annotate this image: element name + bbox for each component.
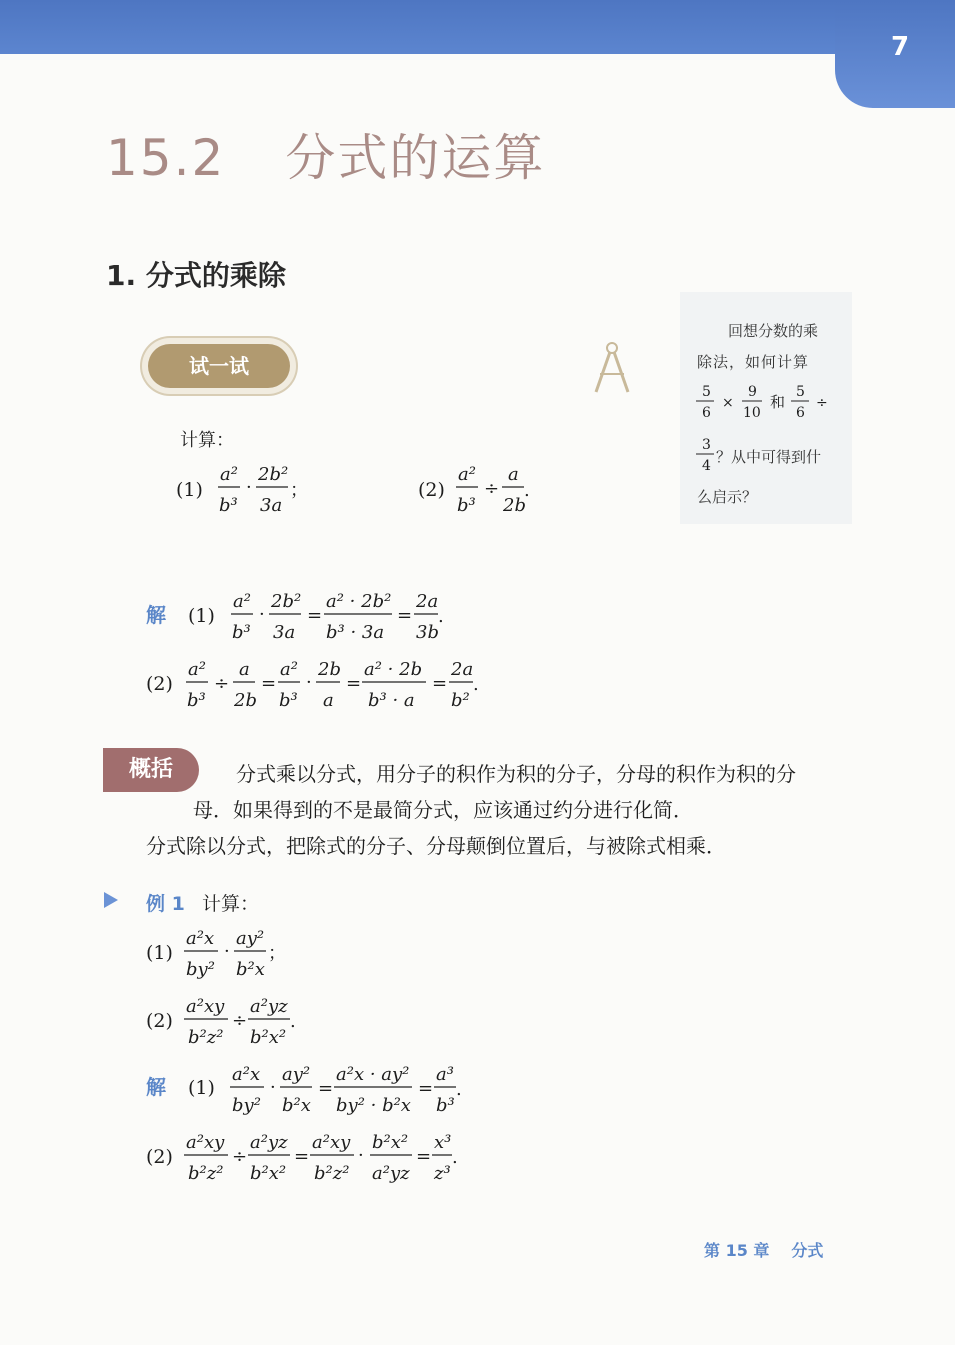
- svg-text:=: =: [307, 605, 323, 626]
- svg-text:a²xy: a²xy: [186, 1132, 225, 1153]
- svg-text:；: ；: [290, 480, 308, 501]
- svg-text:b³: b³: [232, 622, 251, 643]
- svg-text:=: =: [418, 1078, 434, 1099]
- solution-label: 解: [146, 1075, 166, 1099]
- frac-den: 6: [702, 405, 711, 421]
- page-number: 7: [890, 32, 910, 62]
- svg-text:=: =: [432, 673, 448, 694]
- svg-text:ay²: ay²: [282, 1064, 311, 1085]
- svg-text:b³ · 3a: b³ · 3a: [326, 622, 385, 643]
- svg-text:z³: z³: [434, 1163, 451, 1184]
- svg-text:·: ·: [259, 604, 265, 625]
- svg-text:a²: a²: [220, 464, 238, 485]
- svg-text:b²z²: b²z²: [188, 1163, 224, 1184]
- svg-text:b²x²: b²x²: [250, 1163, 287, 1184]
- summary-badge: 概括: [103, 748, 199, 792]
- svg-text:by²: by²: [232, 1095, 261, 1116]
- svg-text:÷: ÷: [214, 673, 230, 694]
- svg-text:2b: 2b: [503, 495, 526, 516]
- solution-label: 解: [146, 603, 166, 627]
- svg-text:a²: a²: [458, 464, 476, 485]
- example-text: 计算：: [202, 893, 260, 915]
- top-color-band: [0, 0, 955, 54]
- svg-text:a²yz: a²yz: [250, 1132, 288, 1153]
- solution-2: [146, 654, 486, 716]
- subsection-title: 1. 分式的乘除: [106, 259, 286, 292]
- try-problem-2: [418, 458, 548, 520]
- svg-text:a²yz: a²yz: [250, 996, 288, 1017]
- svg-text:=: =: [397, 605, 413, 626]
- svg-text:.: .: [456, 1079, 462, 1100]
- svg-text:b²z²: b²z²: [188, 1027, 224, 1048]
- svg-text:by²: by²: [186, 959, 215, 980]
- svg-text:b²: b²: [451, 690, 470, 711]
- svg-text:.: .: [290, 1011, 296, 1032]
- svg-text:by² · b²x: by² · b²x: [336, 1095, 411, 1116]
- svg-text:(1): (1): [146, 942, 173, 964]
- svg-text:=: =: [318, 1078, 334, 1099]
- svg-text:·: ·: [306, 672, 312, 693]
- side-note-line: 回想分数的乘: [728, 322, 819, 340]
- svg-text:b²x²: b²x²: [250, 1027, 287, 1048]
- svg-text:·: ·: [224, 941, 230, 962]
- svg-text:·: ·: [270, 1077, 276, 1098]
- svg-text:a²: a²: [280, 659, 298, 680]
- svg-text:b³: b³: [279, 690, 298, 711]
- svg-text:(2): (2): [146, 673, 173, 695]
- svg-text:b³: b³: [457, 495, 476, 516]
- svg-text:·: ·: [246, 477, 252, 498]
- svg-text:a: a: [323, 690, 334, 711]
- and-word: 和: [770, 393, 786, 411]
- svg-text:b²z²: b²z²: [314, 1163, 350, 1184]
- svg-text:÷: ÷: [484, 478, 500, 499]
- svg-text:a²x · ay²: a²x · ay²: [336, 1064, 410, 1085]
- frac-num: 9: [748, 384, 757, 400]
- svg-text:2b: 2b: [318, 659, 341, 680]
- svg-text:；: ；: [268, 943, 286, 964]
- svg-text:a²yz: a²yz: [372, 1163, 410, 1184]
- svg-text:a² · 2b: a² · 2b: [364, 659, 423, 680]
- svg-text:ay²: ay²: [236, 928, 265, 949]
- svg-text:b³ · a: b³ · a: [368, 690, 415, 711]
- svg-text:b²x²: b²x²: [372, 1132, 409, 1153]
- svg-text:(2): (2): [146, 1010, 173, 1032]
- compute-label: 计算：: [180, 430, 234, 451]
- svg-text:(1): (1): [176, 479, 203, 501]
- svg-text:.: .: [473, 674, 479, 695]
- example-solution-2: [146, 1128, 466, 1188]
- svg-text:3a: 3a: [273, 622, 296, 643]
- svg-text:=: =: [261, 673, 277, 694]
- svg-text:a: a: [508, 464, 519, 485]
- svg-text:(1): (1): [188, 1077, 215, 1099]
- section-number: 15.2: [106, 129, 226, 187]
- svg-text:=: =: [416, 1146, 432, 1167]
- example-problem-2: [146, 992, 306, 1052]
- frac-den: 6: [796, 405, 805, 421]
- solution-1: [146, 586, 466, 648]
- frac-num: 3: [702, 437, 711, 453]
- svg-text:·: ·: [358, 1145, 364, 1166]
- summary-line-2: 母．如果得到的不是最简分式，应该通过约分进行化简．: [193, 798, 693, 822]
- svg-text:2a: 2a: [451, 659, 474, 680]
- compass-icon: [590, 340, 634, 396]
- frac-num: 5: [702, 384, 711, 400]
- side-note-line: 么启示？: [697, 488, 758, 506]
- svg-text:a²x: a²x: [186, 928, 215, 949]
- svg-text:÷: ÷: [232, 1146, 248, 1167]
- example-problem-1: [146, 924, 286, 984]
- try-badge: 试一试: [148, 344, 290, 388]
- svg-text:b²x: b²x: [236, 959, 265, 980]
- summary-line-3: 分式除以分式，把除式的分子、分母颠倒位置后，与被除式相乘．: [146, 834, 726, 858]
- svg-text:a²x: a²x: [232, 1064, 261, 1085]
- frac-den: 10: [743, 405, 761, 421]
- svg-text:a² · 2b²: a² · 2b²: [326, 591, 392, 612]
- svg-text:=: =: [294, 1146, 310, 1167]
- example-solution-1: [146, 1060, 476, 1120]
- frac-num: 5: [796, 384, 805, 400]
- side-note-fractions: [696, 380, 836, 426]
- svg-text:b³: b³: [187, 690, 206, 711]
- svg-text:(2): (2): [146, 1146, 173, 1168]
- svg-text:x³: x³: [434, 1132, 452, 1153]
- times-op: ×: [722, 395, 734, 411]
- page-footer: [704, 1238, 823, 1261]
- example-arrow-icon: [104, 892, 118, 908]
- svg-text:.: .: [452, 1147, 458, 1168]
- svg-text:(2): (2): [418, 479, 445, 501]
- footer-chapter: 第 15 章: [704, 1241, 770, 1260]
- svg-text:=: =: [346, 673, 362, 694]
- divide-op: ÷: [816, 395, 828, 411]
- svg-text:(1): (1): [188, 605, 215, 627]
- svg-text:.: .: [524, 480, 530, 501]
- svg-text:2a: 2a: [416, 591, 439, 612]
- svg-text:b³: b³: [436, 1095, 455, 1116]
- side-note-line: ？从中可得到什: [716, 448, 822, 466]
- svg-text:3a: 3a: [260, 495, 283, 516]
- svg-text:3b: 3b: [416, 622, 439, 643]
- svg-text:a²: a²: [233, 591, 251, 612]
- svg-text:.: .: [438, 606, 444, 627]
- svg-text:b²x: b²x: [282, 1095, 311, 1116]
- svg-text:a²: a²: [188, 659, 206, 680]
- side-note-line: 除法，如何计算: [697, 353, 810, 371]
- svg-text:2b: 2b: [234, 690, 257, 711]
- section-name: 分式的运算: [285, 129, 546, 187]
- svg-text:a: a: [239, 659, 250, 680]
- section-title: [106, 118, 545, 190]
- footer-title: 分式: [791, 1241, 824, 1260]
- frac-den: 4: [702, 458, 711, 474]
- svg-text:a³: a³: [436, 1064, 454, 1085]
- svg-text:2b²: 2b²: [258, 464, 289, 485]
- try-problem-1: [176, 458, 316, 520]
- svg-text:2b²: 2b²: [271, 591, 302, 612]
- summary-line-1: 分式乘以分式，用分子的积作为积的分子，分母的积作为积的分: [236, 762, 796, 786]
- svg-text:÷: ÷: [232, 1010, 248, 1031]
- svg-text:b³: b³: [219, 495, 238, 516]
- svg-text:a²xy: a²xy: [186, 996, 225, 1017]
- svg-text:a²xy: a²xy: [312, 1132, 351, 1153]
- example-label: 例 1: [146, 893, 185, 915]
